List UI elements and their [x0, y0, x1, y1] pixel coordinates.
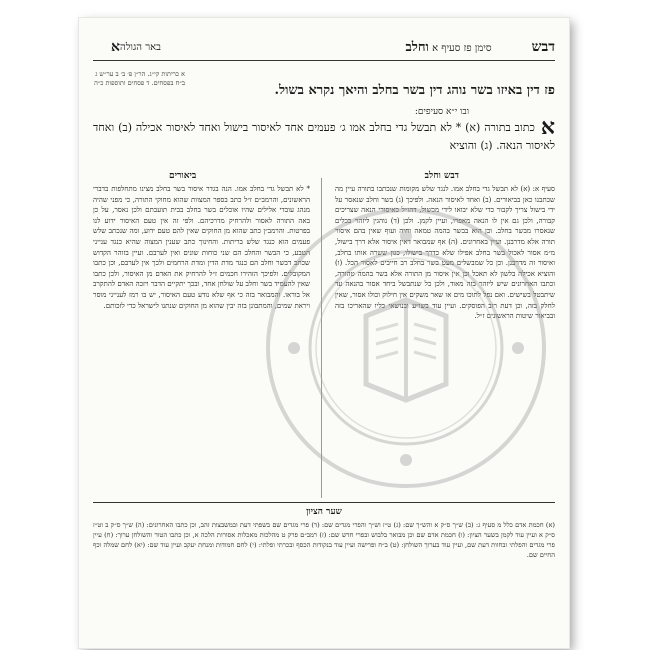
- header-page-letter: א: [111, 38, 120, 55]
- siman-title: פז דין באיזו בשר נוהג דין בשר בחלב והיאך נקרא בשול.: [274, 83, 555, 98]
- header-left-title: באר הגולה: [120, 41, 161, 53]
- right-column-paragraph: סעיף א: (א) לא תבשל גדי בחלב אמו. לנגד שלש מקומות שנכתבו בתורה עיין מה שכתבנו כאן בביאורים. (ב) ואחד לאיסור הנאה. ולפיכך (ג) בשר וחלב שנאסר על ידי בישול צריך לקבור כדי שלא יבואו לידי מכשול, דהו״ל כאיסורי הנאה שצריכים קבורה, ולכן גם אין לו הנאה מאפרו, ועיין לקמן. ולכן (ד) נוהגין ליזהר בכלים שנאסרו מבשר בחלב. וכן הוא בבשר בהמה טמאה וחיה ועוף שאין בהם איסור תורה אלא מדרבנן. ועיין באחרונים. (ה) אף שמבואר דאין איסור אלא דרך בישול, מ״מ אסור לאכול בשר בחלב אפילו שלא כדרך בישולו, כגון ששרה אותו בחלב, ואיסור זה מדרבנן. וכן כל שמבשלים מעט בשר בחלב רב חייבים לאסור הכל. (ו) והוציא אכילה בלשון לא תאכל וכן אין איסור מן התורה אלא בשר בהמה טהורה, וכתבו האחרונים שיש ליזהר בזה מאוד, ולכן כל שנתבשל ביחד אסור בהנאה עד שיתבטל בשישים. ואם נפל לתוכו מים או שאר משקים אין חילוק וכולו אסור, שאין לחלק בזה, וכן דעת רוב הפוסקים. ועיין עוד בשו״ע ובנושאי כליו שהאריכו בזה ובביאור שיטות הראשונים ז״ל.: [335, 185, 555, 321]
- left-column-paragraph: * לא תבשל גדי בחלב אמו. הנה בגדר איסור בשר בחלב מצינו מתחלפות בדברי הראשונים, והרמב״ם ז״ל כתב בספר המצוות שהוא מחוקי התורה, כי מפני שהיה מנהג עובדי אלילים שהיו אוכלים בשר בחלב בבית תועבתם ולכן נאסר, על כן באה התורה לאסור ולהרחיק מדרכיהם. ולפי זה אין טעם האיסור ידוע לנו בפרטות. והרמב״ן כתב שהוא מן החוקים שאין להם טעם ידוע, ומה שנכתב שלש פעמים הוא כנגד שלש בריתות. והחינוך כתב שענין המצוה שהיא כנגד ענייני הטבע, כי הבשר והחלב הם שני כוחות שונים ואין לערבם. ועיין בזוהר הקדוש שכתב דבשר וחלב הם כנגד מדת הדין ומדת הרחמים ולכך אין לערבם, וכן כתבו המקובלים. ולפיכך הזהירו חכמים ז״ל להרחיק את האדם מן האיסור, ולכן כתבו שאין להעמיד בשר וחלב על שולחן אחד, ובכך יתקיים הדבר ויזכה האדם להתקרב אל בוראו. והמבואר בזה כי אף שלא נודע טעם האיסור, יש בו רמז לענייני מוסר ויראת שמים, והמתבונן בזה יבין שהוא מן החוקים שנתנו לישראל כדי לזכותם.: [93, 185, 310, 310]
- main-text: [93, 114, 555, 155]
- header-siman: סימן פז סעיף א וחלב: [405, 40, 492, 55]
- book-page: [79, 18, 569, 648]
- running-header: [93, 36, 555, 58]
- siman-subtitle: ובו י״א סעיפים:: [414, 107, 469, 117]
- footnotes: (א) חכמת אדם כלל מ סעיף ג: (ב) ש״ך ס״ק א והש״ך שם: (ג) ט״ז וש״ך והפרי מגדים שם: (ד) פרי מגדים שם בשפתי דעת ובמשבצות זהב, וכן כתבו האחרונים: (ה) ש״ך ס״ק ב וט״ז ס״ק א ועיין עוד לקמן בשער הציון: (ו) חכמת אדם שם וכן מבואר בלבוש ובפרי חדש שם: (ז) רמב״ם פרק ט מהלכות מאכלות אסורות הלכה א, וכן כתבו הטור והשולחן ערוך: (ח) עיין פרי מגדים והפלתי ובחוות דעת שם, ועיין עוד בערוך השולחן: (ט) ב״ח ופרישה ועיין עוד בנקודות הכסף ובכרתי ופלתי: (י) לחם חמודות ומנחת יעקב ועיין עוד שם: (יא) לחם שמלה וכף החיים שם.: [93, 521, 555, 559]
- right-column-heading: דבש וחלב: [424, 171, 459, 181]
- main-text-letter: א: [540, 114, 555, 140]
- section-rule: [93, 502, 555, 503]
- header-topic: וחלב: [405, 40, 429, 55]
- section-heading: שער הציון: [306, 507, 342, 517]
- watermark-seal-icon: [262, 204, 550, 492]
- header-rule: [93, 60, 555, 61]
- left-column-heading: ביאורים: [169, 171, 197, 181]
- main-text-body: כתוב בתורה (א) * לא תבשל גדי בחלב אמו ג׳ פעמים אחד לאיסור בישול ואחד לאיסור אכילה (ב) ואחד לאיסור הנאה. (ג) והוציא: [93, 121, 555, 152]
- side-note: א כריתות קי״ג. הר״ן פ׳ ב׳ ב ער״ש ג ב״ח בפסחים. ד פסחים ותוספות כ״ה: [94, 70, 185, 87]
- header-right-title: דבש: [531, 38, 555, 55]
